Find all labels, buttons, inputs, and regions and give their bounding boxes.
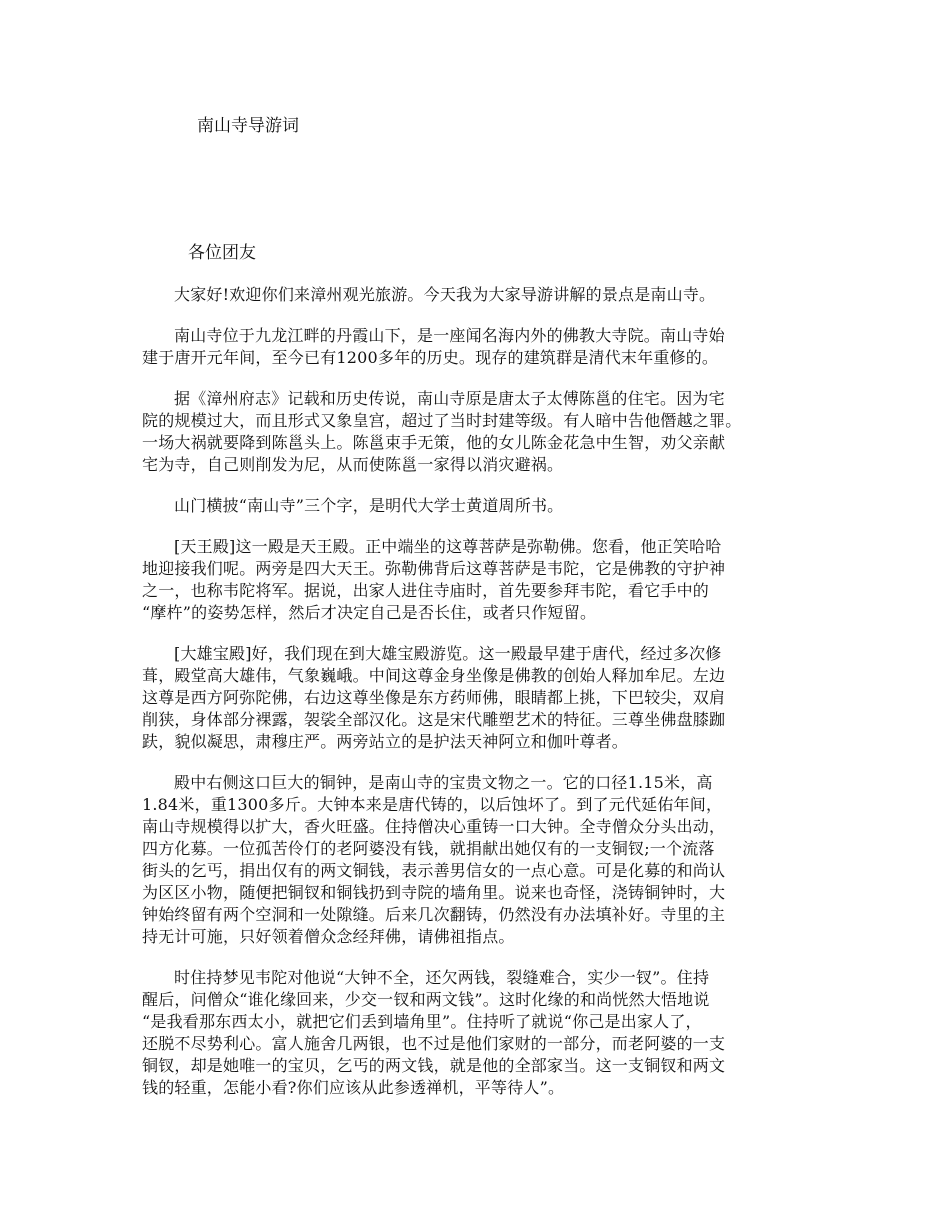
document-title: 南山寺导游词	[197, 116, 299, 136]
document-body	[142, 284, 802, 1118]
paragraph-welcome: 大家好!欢迎你们来漳州观光旅游。今天我为大家导游讲解的景点是南山寺。	[174, 285, 716, 304]
paragraph-bronze-bell: 殿中右侧这口巨大的铜钟，是南山寺的宝贵文物之一。它的口径1.15米，高 1.84米，重1300多斤。大钟本来是唐代铸的，以后蚀坏了。到了元代延佑年间， 南山寺规模得以扩大，香火旺盛。住持僧决心重铸一口大钟。全寺僧众分头出动， 四方化募。一位孤苦伶仃的老阿婆没有钱，就捐献出她仅有的一支铜钗;一个流落 街头的乞丐，捐出仅有的两文铜钱，表示善男信女的一点心意。可是化募的和尚认 为区区小物，随便把铜钗和铜钱扔到寺院的墙角里。说来也奇怪，浇铸铜钟时，大 钟始终留有两个空洞和一处隙缝。后来几次翻铸，仍然没有办法填补好。寺里的主 持无计可施，只好领着僧众念经拜佛，请佛祖指点。	[142, 773, 726, 946]
paragraph-tianwang-hall: [天王殿]这一殿是天王殿。正中端坐的这尊菩萨是弥勒佛。您看，他正笑哈哈 地迎接我们呢。两旁是四大天王。弥勒佛背后这尊菩萨是韦陀，它是佛教的守护神 之一，也称韦陀将军。据说，出家人进住寺庙时，首先要参拜韦陀，看它手中的 “摩杵”的姿势怎样，然后才决定自己是否长住，或者只作短留。	[142, 537, 726, 622]
paragraph-gate: 山门横披“南山寺”三个字，是明代大学士黄道周所书。	[174, 496, 564, 515]
paragraph-legend: 时住持梦见韦陀对他说“大钟不全，还欠两钱，裂缝难合，实少一钗”。住持 醒后，问僧众“谁化缘回来，少交一钗和两文钱”。这时化缘的和尚恍然大悟地说 “是我看那东西太小，就把它们丢到墙角里”。住持听了就说“你己是出家人了， 还脱不尽势利心。富人施舍几两银，也不过是他们家财的一部分，而老阿婆的一支 铜钗，却是她唯一的宝贝，乞丐的两文钱，就是他的全部家当。这一支铜钗和两文 钱的轻重，怎能小看?你们应该从此参透禅机，平等待人”。	[142, 968, 726, 1097]
greeting-line: 各位团友	[188, 243, 256, 263]
paragraph-history: 据《漳州府志》记载和历史传说，南山寺原是唐太子太傅陈邕的住宅。因为宅 院的规模过大，而且形式又象皇宫，超过了当时封建等级。有人暗中告他僭越之罪。 一场大祸就要降到陈邕头上。陈邕束手无策，他的女儿陈金花急中生智，劝父亲献 宅为寺，自己则削发为尼，从而使陈邕一家得以消灾避祸。	[142, 389, 742, 474]
paragraph-daxiong-hall: [大雄宝殿]好，我们现在到大雄宝殿游览。这一殿最早建于唐代，经过多次修 葺，殿堂高大雄伟，气象巍峨。中间这尊金身坐像是佛教的创始人释加牟尼。左边 这尊是西方阿弥陀佛，右边这尊坐像是东方药师佛，眼睛都上挑，下巴较尖，双肩 削狭，身体部分裸露，袈裟全部汉化。这是宋代雕塑艺术的特征。三尊坐佛盘膝跏 趺，貌似凝思，肃穆庄严。两旁站立的是护法天神阿立和伽叶尊者。	[142, 644, 726, 751]
paragraph-location: 南山寺位于九龙江畔的丹霞山下，是一座闻名海内外的佛教大寺院。南山寺始 建于唐开元年间，至今已有1200多年的历史。现存的建筑群是清代末年重修的。	[142, 326, 725, 367]
